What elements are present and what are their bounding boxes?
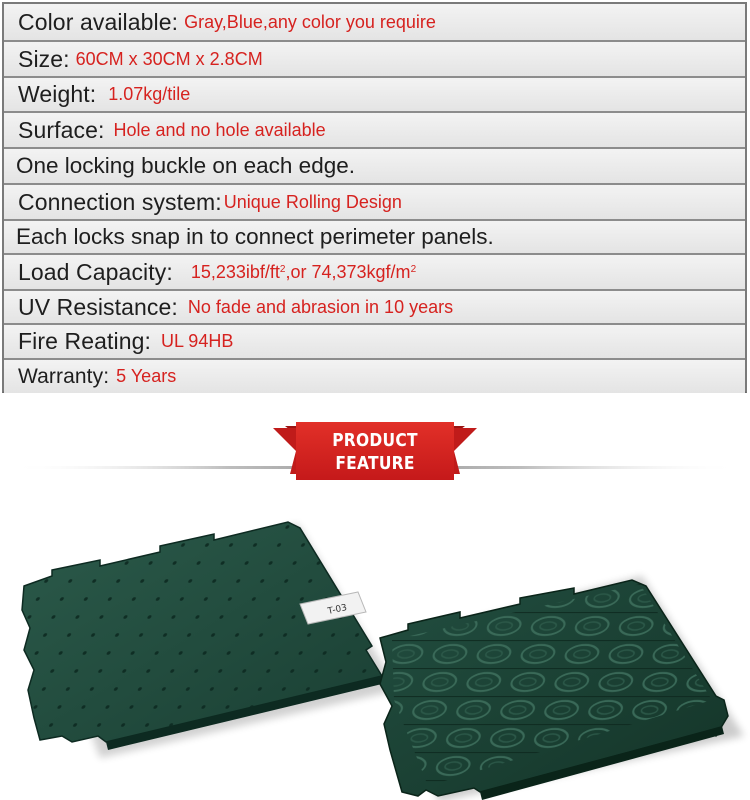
spec-row-weight bbox=[4, 78, 745, 113]
spec-value: 5 Years bbox=[116, 366, 177, 386]
spec-value: Gray,Blue,any color you require bbox=[184, 11, 436, 32]
load-value-metric: ,or 74,373kgf/m bbox=[285, 261, 411, 282]
banner-title bbox=[315, 429, 435, 475]
spec-row-surface bbox=[4, 113, 745, 149]
spec-row-fire bbox=[4, 325, 745, 360]
spec-label: Surface: bbox=[18, 116, 105, 143]
spec-row-color bbox=[4, 4, 745, 42]
spec-row-connection bbox=[4, 185, 745, 221]
spec-row-load bbox=[4, 255, 745, 291]
banner-line-2: FEATURE bbox=[335, 453, 415, 474]
spec-row-uv bbox=[4, 291, 745, 325]
spec-value: UL 94HB bbox=[160, 331, 234, 351]
spec-label: Load Capacity: bbox=[18, 258, 173, 285]
spec-value: 1.07kg/tile bbox=[108, 84, 191, 104]
product-photo bbox=[0, 500, 750, 800]
spec-row-size bbox=[4, 42, 745, 78]
spec-label: Color available: bbox=[18, 8, 179, 35]
spec-value: No fade and abrasion in 10 years bbox=[187, 296, 454, 317]
spec-row-locks bbox=[4, 221, 745, 255]
banner-line-1: PRODUCT bbox=[332, 430, 418, 451]
spec-label: Fire Reating: bbox=[18, 328, 151, 354]
spec-row-warranty bbox=[4, 360, 745, 393]
spec-value: 60CM x 30CM x 2.8CM bbox=[75, 48, 263, 69]
sticker-text: T-03 bbox=[326, 603, 348, 617]
spec-row-buckle bbox=[4, 149, 745, 185]
spec-label: UV Resistance: bbox=[18, 293, 178, 320]
spec-label: Size: bbox=[18, 45, 70, 72]
spec-label: Warranty: bbox=[18, 364, 110, 388]
load-value-imperial: 15,233ibf/ft bbox=[190, 261, 280, 282]
spec-value: Hole and no hole available bbox=[113, 119, 326, 140]
superscript: 2 bbox=[279, 263, 286, 275]
superscript: 2 bbox=[410, 263, 417, 275]
spec-label: Weight: bbox=[18, 81, 97, 107]
product-feature-banner bbox=[0, 418, 750, 488]
spec-text: One locking buckle on each edge. bbox=[16, 153, 355, 178]
spec-value: Unique Rolling Design bbox=[223, 191, 402, 212]
spec-table bbox=[2, 2, 747, 393]
spec-value bbox=[191, 262, 416, 283]
tile-illustration bbox=[0, 500, 750, 800]
spec-label: Connection system: bbox=[18, 188, 222, 215]
spec-text: Each locks snap in to connect perimeter panels. bbox=[16, 224, 494, 249]
